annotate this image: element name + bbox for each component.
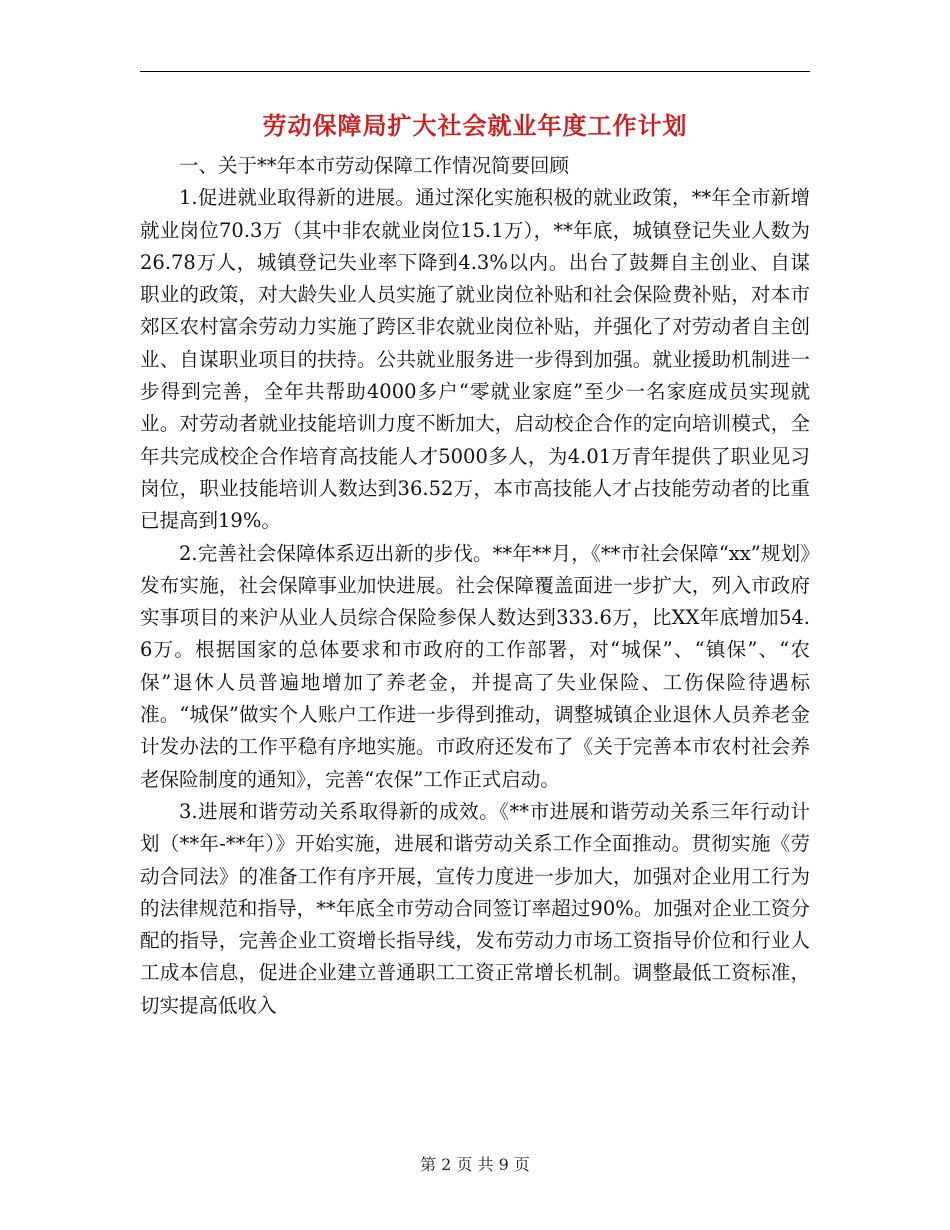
paragraph-social-security: 2.完善社会保障体系迈出新的步伐。**年**月，《**市社会保障“xx”规划》发布实施，社会保障事业加快进展。社会保障覆盖面进一步扩大，列入市政府实事项目的来沪从业人员综合保险参保人数达到333.6万，比XX年底增加54.6万。根据国家的总体要求和市政府的工作部署，对“城保”、“镇保”、“农保”退休人员普遍地增加了养老金，并提高了失业保险、工伤保险待遇标准。“城保”做实个人账户工作进一步得到推动，调整城镇企业退休人员养老金计发办法的工作平稳有序地实施。市政府还发布了《关于完善本市农村社会养老保险制度的通知》，完善“农保”工作正式启动。 (140, 541, 810, 791)
paragraph-employment: 1.促进就业取得新的进展。通过深化实施积极的就业政策，**年全市新增就业岗位70.3万（其中非农就业岗位15.1万），**年底，城镇登记失业人数为26.78万人，城镇登记失业率下降到4.3%以内。出台了鼓舞自主创业、自谋职业的政策，对大龄失业人员实施了就业岗位补贴和社会保险费补贴，对本市郊区农村富余劳动力实施了跨区非农就业岗位补贴，并强化了对劳动者自主创业、自谋职业项目的扶持。公共就业服务进一步得到加强。就业援助机制进一步得到完善，全年共帮助4000多户“零就业家庭”至少一名家庭成员实现就业。对劳动者就业技能培训力度不断加大，启动校企合作的定向培训模式，全年共完成校企合作培育高技能人才5000多人，为4.01万青年提供了职业见习岗位，职业技能培训人数达到36.52万，本市高技能人才占技能劳动者的比重已提高到19%。 (140, 186, 810, 533)
paragraph-labor-relations: 3.进展和谐劳动关系取得新的成效。《**市进展和谐劳动关系三年行动计划（**年-**年）》开始实施，进展和谐劳动关系工作全面推动。贯彻实施《劳动合同法》的准备工作有序开展，宣传力度进一步加大，加强对企业用工行为的法律规范和指导，**年底全市劳动合同签订率超过90%。加强对企业工资分配的指导，完善企业工资增长指导线，发布劳动力市场工资指导价位和行业人工成本信息，促进企业建立普通职工工资正常增长机制。调整最低工资标准，切实提高低收入 (140, 799, 810, 1017)
page-number-label: 第 2 页 共 9 页 (420, 1155, 530, 1174)
document-body (140, 150, 810, 1022)
header-rule (140, 71, 810, 72)
page-footer (140, 1153, 810, 1177)
section-heading: 一、关于**年本市劳动保障工作情况简要回顾 (179, 154, 570, 177)
document-title: 劳动保障局扩大社会就业年度工作计划 (262, 111, 688, 140)
